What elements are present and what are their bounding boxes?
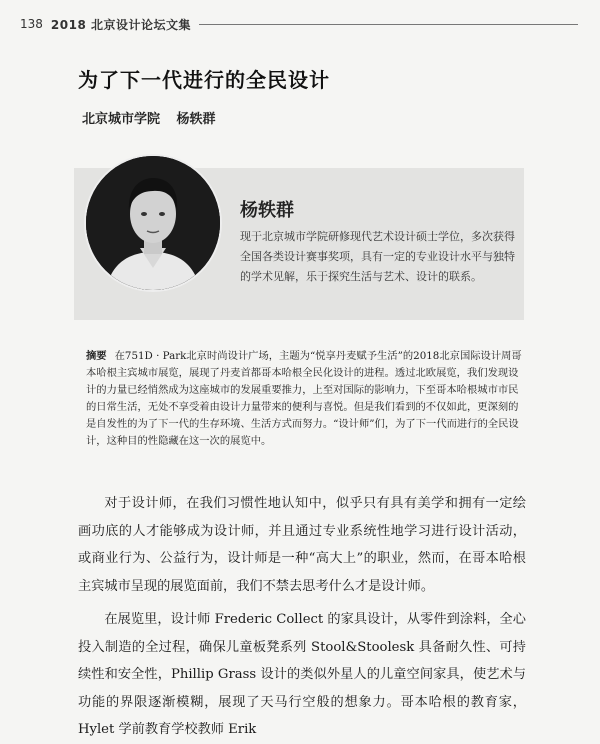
author-name: 杨轶群 [176,112,216,127]
byline [82,108,216,127]
author-portrait [86,156,220,290]
author-affiliation: 北京城市学院 [82,112,161,127]
body-text [78,490,526,744]
abstract [86,348,524,450]
header-rule [199,24,578,25]
abstract-label: 摘要 [86,350,107,362]
running-header [20,14,578,34]
abstract-text: 在751D · Park北京时尚设计广场，主题为“悦享丹麦赋予生活”的2018北京国际设计周哥本哈根主宾城市展览，展现了丹麦首都哥本哈根全民化设计的进程。透过北欧展览，我们发现设计的力量已经悄然成为这座城市的发展重要推力，上至对国际的影响力，下至哥本哈根城市市民的日常生活，无处不享受着由设计力量带来的便利与喜悦。但是我们看到的不仅如此，更深刻的是自发性的为了下一代的生存环境、生活方式而努力。“设计师”们，为了下一代而进行的全民设计，这种目的性隐藏在这一次的展览中。 [86,350,522,447]
bio-text: 现于北京城市学院研修现代艺术设计硕士学位，多次获得全国各类设计赛事奖项，具有一定的专业设计水平与独特的学术见解，乐于探究生活与艺术、设计的联系。 [240,230,515,283]
article-title: 为了下一代进行的全民设计 [78,68,330,92]
portrait-image [86,156,220,290]
running-title: 2018 北京设计论坛文集 [50,17,191,32]
body-paragraph: 在展览里，设计师 Frederic Collect 的家具设计，从零件到涂料，全心投入制造的全过程，确保儿童板凳系列 Stool&Stoolesk 具备耐久性、可持续性和安全性，Phillip Grass 设计的类似外星人的儿童空间家具，使艺术与功能的界限逐渐模糊，展现了天马行空般的想象力。哥本哈根的教育家，Hylet 学前教育学校教师 Erik [78,612,526,737]
body-paragraph: 对于设计师，在我们习惯性地认知中，似乎只有具有美学和拥有一定绘画功底的人才能够成为设计师，并且通过专业系统性地学习进行设计活动，或商业行为、公益行为，设计师是一种“高大上”的职业，然而，在哥本哈根主宾城市呈现的展览面前，我们不禁去思考什么才是设计师。 [78,496,526,594]
bio-name: 杨轶群 [240,200,294,221]
page-number: 138 [20,17,43,31]
